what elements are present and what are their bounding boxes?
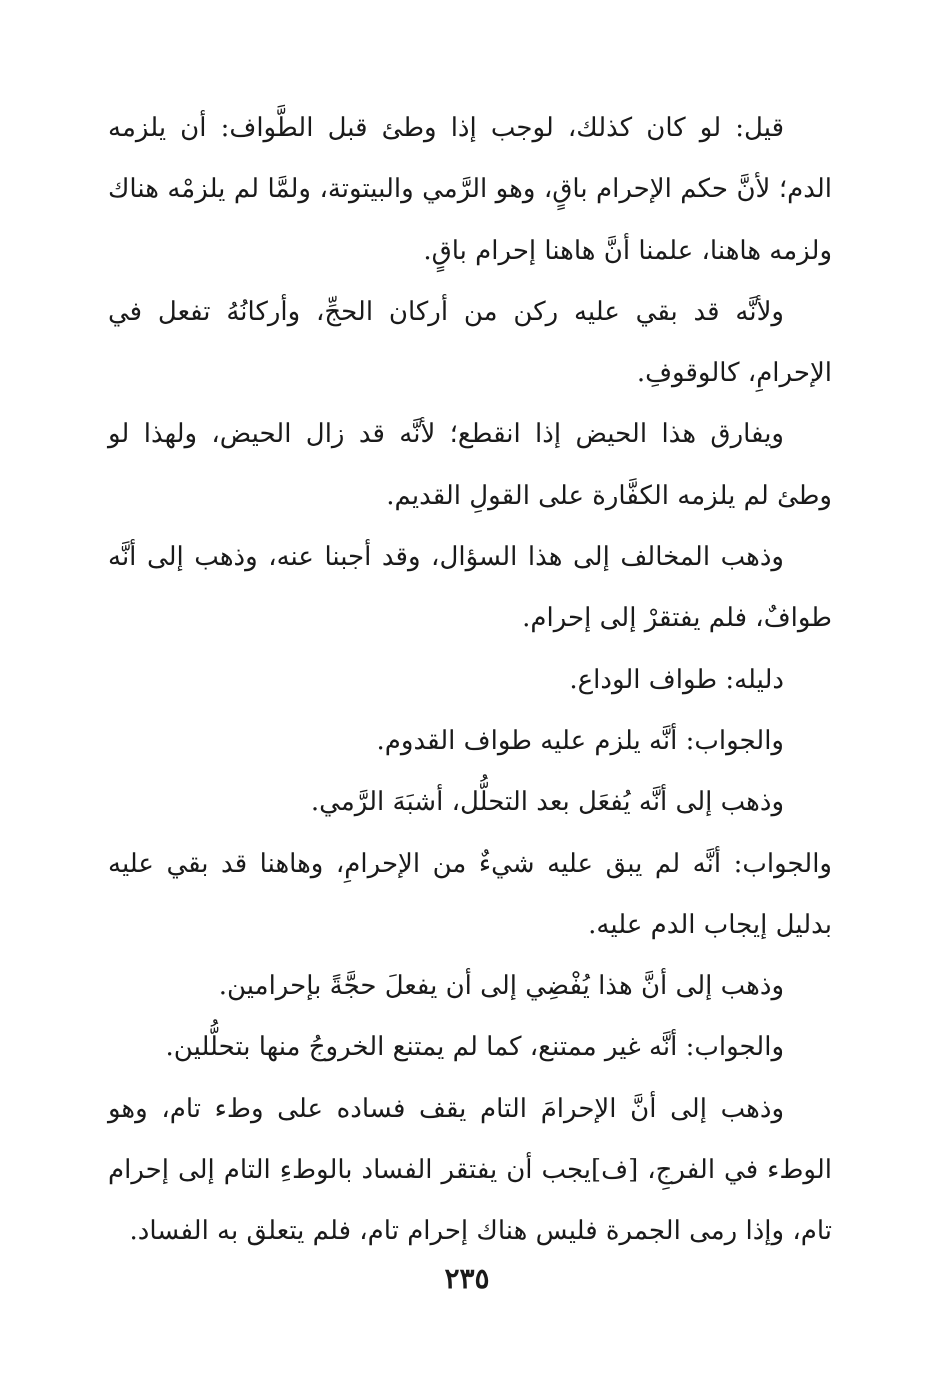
paragraph-1: قيل: لو كان كذلك، لوجب إذا وطئ قبل الطَّواف: أن يلزمه الدم؛ لأنَّ حكم الإحرام باقٍ، وهو الرَّمي والبيتوتة، ولمَّا لم يلزمْه هناك ولزمه هاهنا، علمنا أنَّ هاهنا إحرام باقٍ. xyxy=(108,113,832,266)
paragraph-11: وذهب إلى أنَّ الإحرامَ التام يقف فساده على وطء تام، وهو الوطء في الفرجِ، [ف]يجب أن يفتقر الفساد بالوطءِ التام إلى إحرام تام، وإذا رمى الجمرة فليس هناك إحرام تام، فلم يتعلق به الفساد. xyxy=(108,1093,832,1247)
page-number: ٢٣٥ xyxy=(444,1262,490,1295)
paragraph-9: وذهب إلى أنَّ هذا يُفْضِي إلى أن يفعلَ حجَّةً بإحرامين. xyxy=(218,971,784,1002)
body-text xyxy=(108,98,832,1263)
paragraph-8: والجواب: أنَّه لم يبق عليه شيءٌ من الإحرامِ، وهاهنا قد بقي عليه بدليل إيجاب الدم عليه. xyxy=(108,848,832,940)
paragraph-4: وذهب المخالف إلى هذا السؤال، وقد أجبنا عنه، وذهب إلى أنَّه طوافٌ، فلم يفتقرْ إلى إحرام. xyxy=(108,542,832,634)
paragraph-7: وذهب إلى أنَّه يُفعَل بعد التحلُّل، أشبَهَ الرَّمي. xyxy=(310,787,784,818)
paragraph-3: ويفارق هذا الحيض إذا انقطع؛ لأنَّه قد زال الحيض، ولهذا لو وطئ لم يلزمه الكفَّارة على القولِ القديم. xyxy=(108,419,832,511)
paragraph-5: دليله: طواف الوداع. xyxy=(569,664,784,695)
paragraph-10: والجواب: أنَّه غير ممتنع، كما لم يمتنع الخروجُ منها بتحلُّلين. xyxy=(165,1032,784,1063)
paragraph-2: ولأنَّه قد بقي عليه ركن من أركان الحجِّ، وأركانُهُ تفعل في الإحرامِ، كالوقوفِ. xyxy=(108,296,832,389)
paragraph-6: والجواب: أنَّه يلزم عليه طواف القدوم. xyxy=(376,725,784,756)
